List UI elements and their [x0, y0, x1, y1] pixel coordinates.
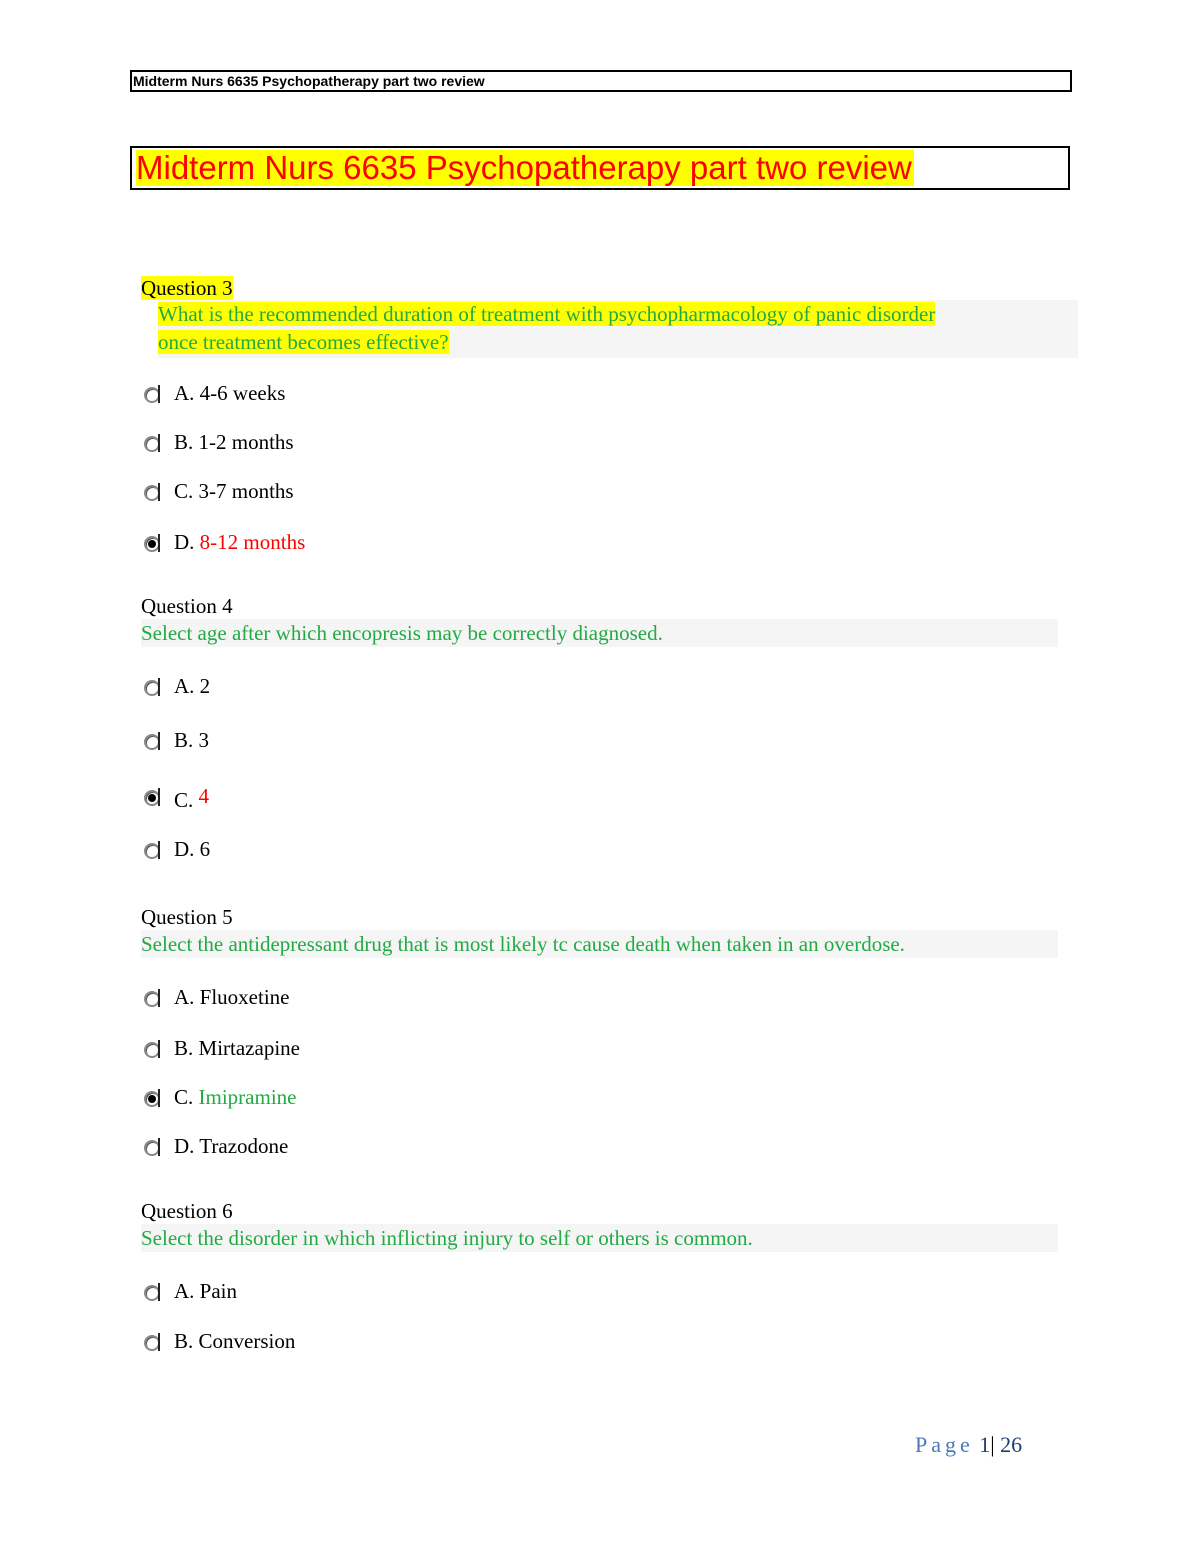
radio-button-icon[interactable]: [142, 987, 164, 1009]
running-header: [130, 70, 1072, 92]
option-letter: D.: [174, 530, 195, 554]
q5-option-b[interactable]: [142, 1035, 300, 1061]
option-text: Trazodone: [199, 1134, 289, 1158]
option-text: 4-6 weeks: [199, 381, 286, 405]
radio-button-selected-icon[interactable]: [142, 532, 164, 554]
option-letter: D.: [174, 837, 195, 861]
option-text: 1-2 months: [198, 430, 294, 454]
radio-button-icon[interactable]: [142, 383, 164, 405]
option-text-correct: 8-12 months: [199, 530, 306, 554]
radio-button-icon[interactable]: [142, 676, 164, 698]
option-text: 6: [199, 837, 211, 861]
radio-button-icon[interactable]: [142, 1136, 164, 1158]
title-box: [130, 146, 1070, 190]
question-5-text: Select the antidepressant drug that is most likely tc cause death when taken in an overdose.: [141, 932, 905, 956]
question-3-text: [158, 300, 1078, 358]
total-pages: 26: [1000, 1432, 1023, 1457]
radio-button-icon[interactable]: [142, 1038, 164, 1060]
option-text: 3: [198, 728, 210, 752]
running-header-text: Midterm Nurs 6635 Psychopatherapy part two review: [133, 73, 485, 89]
option-letter: A.: [174, 381, 195, 405]
page-title: Midterm Nurs 6635 Psychopatherapy part two review: [136, 149, 912, 186]
question-4-text: Select age after which encopresis may be correctly diagnosed.: [141, 621, 663, 645]
q4-option-a[interactable]: [142, 673, 210, 699]
option-text: 3-7 months: [198, 479, 294, 503]
option-letter: B.: [174, 430, 194, 454]
q3-option-d[interactable]: [142, 529, 305, 555]
option-text-correct: Imipramine: [198, 1085, 297, 1109]
q3-option-b[interactable]: [142, 429, 294, 455]
option-text: Pain: [199, 1279, 238, 1303]
question-3-text-line-2: once treatment becomes effective?: [158, 330, 449, 354]
q5-option-a[interactable]: [142, 984, 290, 1010]
question-4-text-wrap: [141, 619, 1058, 647]
option-letter: C.: [174, 479, 194, 503]
radio-button-icon[interactable]: [142, 839, 164, 861]
q6-option-a[interactable]: [142, 1278, 237, 1304]
option-letter: C.: [174, 1085, 194, 1109]
option-letter: C.: [174, 788, 194, 812]
radio-button-selected-icon[interactable]: [142, 1087, 164, 1109]
option-letter: A.: [174, 674, 195, 698]
q6-option-b[interactable]: [142, 1328, 295, 1354]
option-letter: B.: [174, 728, 194, 752]
q5-option-c[interactable]: [142, 1084, 296, 1110]
page-separator: |: [990, 1432, 995, 1457]
radio-button-icon[interactable]: [142, 1331, 164, 1353]
option-letter: B.: [174, 1329, 194, 1353]
option-text-correct: 4: [198, 784, 210, 808]
option-text: 2: [199, 674, 211, 698]
page-footer: [915, 1432, 1022, 1458]
option-text: Fluoxetine: [199, 985, 290, 1009]
question-6-text: Select the disorder in which inflicting injury to self or others is common.: [141, 1226, 753, 1250]
question-6-text-wrap: [141, 1224, 1058, 1252]
radio-button-icon[interactable]: [142, 1281, 164, 1303]
question-3-label: Question 3: [141, 276, 233, 300]
q4-option-d[interactable]: [142, 836, 210, 862]
current-page-number: 1: [979, 1432, 991, 1457]
q4-option-c[interactable]: [142, 783, 210, 812]
question-4-label: Question 4: [141, 594, 233, 618]
question-5-text-wrap: [141, 930, 1058, 958]
option-text: Conversion: [198, 1329, 296, 1353]
radio-button-selected-icon[interactable]: [142, 786, 164, 808]
option-text: Mirtazapine: [198, 1036, 300, 1060]
q5-option-d[interactable]: [142, 1133, 288, 1159]
page-word: Page: [915, 1432, 974, 1457]
question-5-label: Question 5: [141, 905, 233, 929]
option-letter: B.: [174, 1036, 194, 1060]
option-letter: A.: [174, 985, 195, 1009]
question-6-label: Question 6: [141, 1199, 233, 1223]
radio-button-icon[interactable]: [142, 432, 164, 454]
q3-option-c[interactable]: [142, 478, 294, 504]
q3-option-a[interactable]: [142, 380, 285, 406]
radio-button-icon[interactable]: [142, 481, 164, 503]
question-3-text-line-1: What is the recommended duration of treatment with psychopharmacology of panic disorder: [158, 302, 936, 326]
option-letter: D.: [174, 1134, 195, 1158]
radio-button-icon[interactable]: [142, 730, 164, 752]
q4-option-b[interactable]: [142, 727, 209, 753]
option-letter: A.: [174, 1279, 195, 1303]
